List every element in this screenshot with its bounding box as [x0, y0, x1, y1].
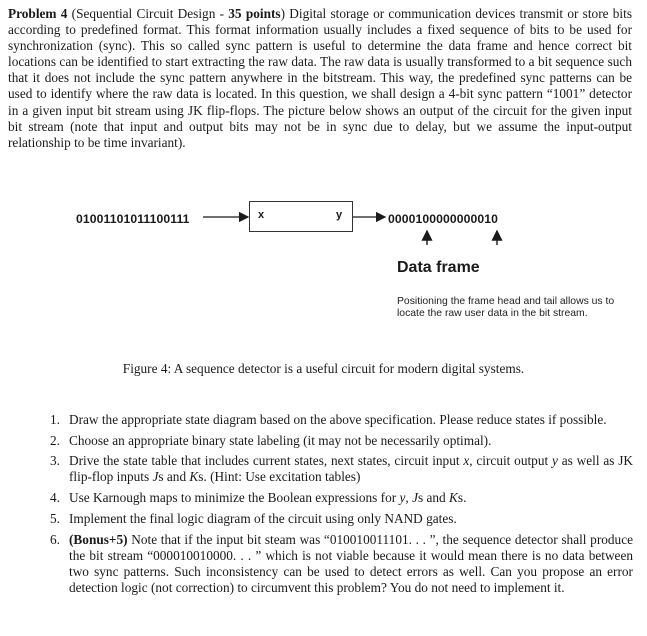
- problem-label: Problem 4: [8, 6, 68, 21]
- var-k: K: [189, 469, 199, 485]
- item-number: 1.: [50, 412, 60, 427]
- item-text: Implement the final logic diagram of the circuit using only NAND gates.: [69, 510, 457, 526]
- problem-intro: Digital storage or communication devices transmit or store bits according to predefined format. This format information usually includes a fixed sequence of bits to be used for synchronization (sync). This so called sync pattern is useful to determine the data frame and hence correct bit locations can be identified to start extracting the raw data. The raw data is usually transformed to a bit sequence such that it does not include the sync pattern anywhere in the bitstream. This way, the predefined sync patterns can be used to identify where the raw data is located. In this question, we shall design a 4-bit sync pattern “1001” detector in a given input bit stream using JK flip-flops. The picture below shows an output of the circuit for the given input bit stream (note that input and output bits may not be in sync due to delay, but we assume the input-output relationship to be time invariant).: [8, 6, 632, 150]
- item-number: 5.: [50, 510, 60, 526]
- item-number: 6.: [50, 531, 60, 547]
- list-item: [50, 511, 633, 527]
- list-item: [50, 532, 633, 596]
- item-text: s.: [457, 490, 467, 506]
- item-number: 2.: [50, 432, 60, 448]
- problem-open-paren: (: [71, 6, 77, 21]
- item-number: 4.: [50, 490, 60, 506]
- problem-points: 35 points: [228, 6, 281, 21]
- problem-topic: Sequential Circuit Design -: [76, 6, 229, 21]
- item-text: as well as JK flip-flop inputs: [69, 453, 633, 485]
- item-text: Choose an appropriate binary state labeling (it may not be necessarily optimal).: [69, 432, 492, 448]
- item-text: , circuit output: [469, 453, 552, 469]
- item-number: 3.: [50, 453, 60, 469]
- bonus-label: (Bonus+5): [69, 531, 128, 547]
- output-bit-stream: 0000100000000010: [388, 212, 499, 226]
- data-frame-note: Positioning the frame head and tail allows us to locate the raw user data in the bit stream.: [397, 296, 615, 320]
- figure-caption: Figure 4: A sequence detector is a useful circuit for modern digital systems.: [122, 361, 525, 376]
- output-port-label: y: [336, 209, 343, 221]
- data-frame-title: Data frame: [397, 259, 480, 276]
- item-text: ,: [405, 490, 413, 506]
- var-j: J: [412, 490, 418, 506]
- list-item: [50, 412, 633, 428]
- item-text: Draw the appropriate state diagram based on the above specification. Please reduce states if possible.: [69, 412, 607, 427]
- var-k: K: [449, 490, 458, 506]
- input-port-label: x: [258, 209, 265, 221]
- list-item: [50, 490, 633, 506]
- var-y: y: [552, 453, 558, 469]
- item-text: s and: [158, 469, 190, 485]
- list-item: [50, 453, 633, 485]
- task-list: [50, 412, 633, 601]
- var-y: y: [399, 490, 406, 506]
- item-text: s and: [417, 490, 450, 506]
- list-item: [50, 433, 633, 449]
- problem-close-paren: ): [280, 6, 286, 21]
- item-text: Use Karnough maps to minimize the Boolean expressions for: [69, 490, 400, 506]
- item-text: s. (Hint: Use excitation tables): [198, 469, 361, 485]
- var-x: x: [463, 453, 470, 469]
- var-j: J: [152, 469, 159, 485]
- item-text: Drive the state table that includes current states, next states, circuit input: [69, 453, 464, 469]
- item-text: Note that if the input bit steam was “010010011101. . . ”, the sequence detector shall produce the bit stream “000010010000. . . ” which is not viable because it would mean there is no data between two sync patterns. Such inconsistency can be used to detect errors as well. Can you propose an error detection logic (not correction) to circumvent this problem? You do not need to implement it.: [69, 531, 633, 595]
- input-bit-stream: 01001101011100111: [76, 212, 190, 226]
